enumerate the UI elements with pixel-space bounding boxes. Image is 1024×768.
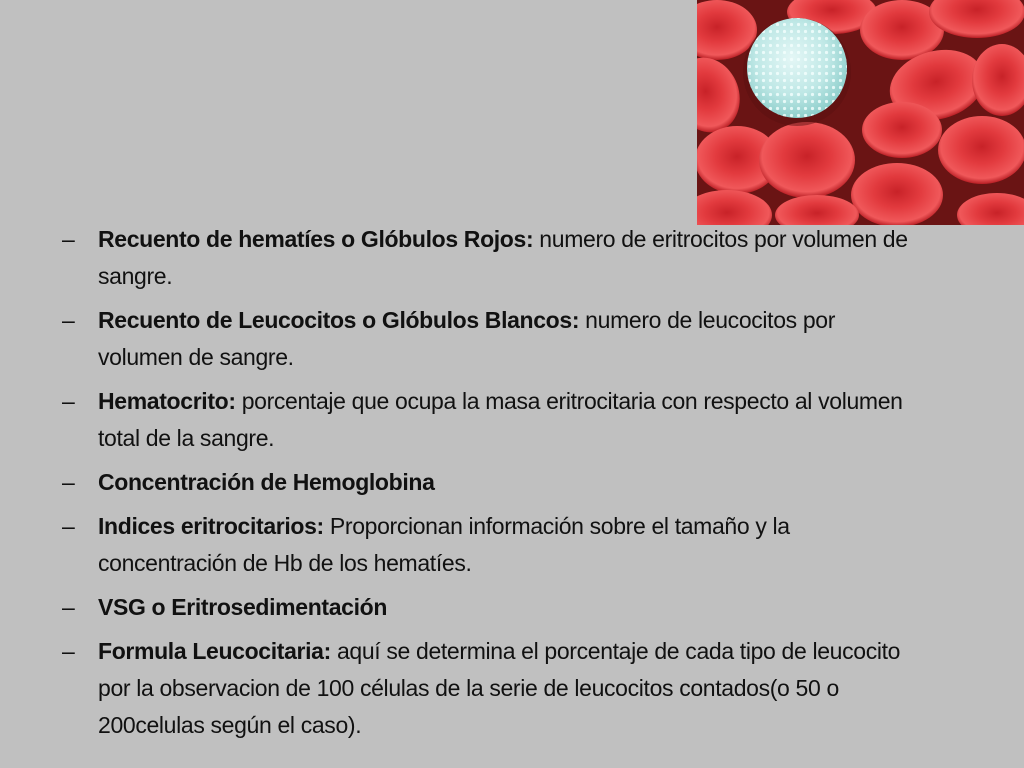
- bullet-text: Proporcionan información sobre el tamaño y la concentración de Hb de los hematíes.: [98, 513, 790, 576]
- bullet-term: Recuento de Leucocitos o Glóbulos Blancos:: [98, 307, 580, 333]
- bullet-dash: –: [62, 469, 75, 495]
- blood-cells-image: [697, 0, 1024, 225]
- bullet-white-cell-count: [62, 302, 922, 376]
- bullet-hemoglobin: [62, 464, 922, 501]
- bullet-dash: –: [62, 388, 75, 414]
- bullet-dash: –: [62, 513, 75, 539]
- bullet-term: Hematocrito:: [98, 388, 236, 414]
- bullet-leukocyte-formula: [62, 633, 922, 744]
- bullet-dash: –: [62, 226, 75, 252]
- bullet-dash: –: [62, 307, 75, 333]
- bullet-erythrocyte-indices: [62, 508, 922, 582]
- bullet-term: VSG o Eritrosedimentación: [98, 594, 388, 620]
- bullet-dash: –: [62, 638, 75, 664]
- bullet-text: numero de eritrocitos por volumen de sangre.: [98, 226, 908, 289]
- bullet-text: porcentaje que ocupa la masa eritrocitaria con respecto al volumen total de la sangre.: [98, 388, 903, 451]
- content-bullet-list: [62, 221, 922, 751]
- bullet-term: Indices eritrocitarios:: [98, 513, 324, 539]
- bullet-term: Recuento de hematíes o Glóbulos Rojos:: [98, 226, 534, 252]
- bullet-term: Formula Leucocitaria:: [98, 638, 331, 664]
- bullet-hematocrit: [62, 383, 922, 457]
- bullet-term: Concentración de Hemoglobina: [98, 469, 435, 495]
- bullet-esr: [62, 589, 922, 626]
- bullet-red-cell-count: [62, 221, 922, 295]
- bullet-text: numero de leucocitos por volumen de sangre.: [98, 307, 836, 370]
- bullet-dash: –: [62, 594, 75, 620]
- bullet-text: aquí se determina el porcentaje de cada tipo de leucocito por la observacion de 100 células de la serie de leucocitos contados(o 50 o 200celulas según el caso).: [98, 638, 901, 738]
- blood-cells-illustration: [697, 0, 1024, 225]
- white-blood-cell: [743, 18, 851, 126]
